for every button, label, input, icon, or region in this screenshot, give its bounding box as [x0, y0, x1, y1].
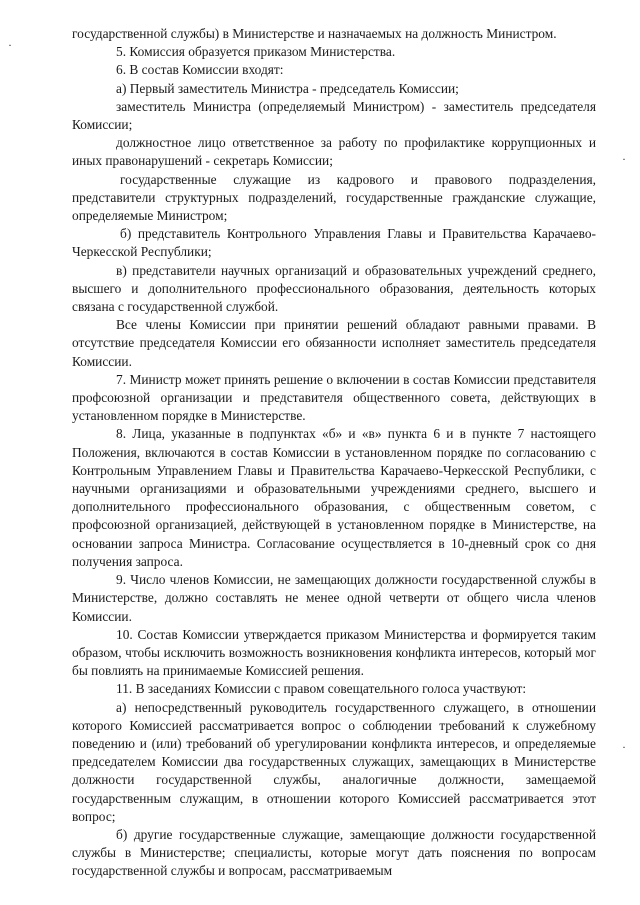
paragraph: б) представитель Контрольного Управления Главы и Правительства Карачаево-Черкесской Республики;	[72, 226, 596, 260]
paragraph: 11. В заседаниях Комиссии с правом совещательного голоса участвуют:	[116, 681, 527, 697]
paragraph: Все члены Комиссии при принятии решений обладают равными правами. В отсутствие председателя Комиссии его обязанности исполняет заместитель председателя Комиссии.	[72, 317, 596, 369]
paragraph: 6. В состав Комиссии входят:	[116, 62, 284, 78]
paragraph: государственные служащие из кадрового и правового подразделения, представители структурных подразделений, государственные гражданские служащие, определяемые Министром;	[72, 171, 596, 224]
paragraph: а) непосредственный руководитель государственного служащего, в отношении которого Комиссией рассматривается вопрос о соблюдении требований к служебному поведению и (или) требований об урегулировании конфликта интересов, и определяемые председателем Комиссии два государственных служащих, замещающих в Министерстве должности государственной службы, аналогичные должности, замещаемой государственным служащим, в отношении которого Комиссией рассматривается этот вопрос;	[72, 699, 596, 824]
document-page	[72, 25, 596, 881]
paragraph: 8. Лица, указанные в подпунктах «б» и «в» пункта 6 и в пункте 7 настоящего Положения, включаются в состав Комиссии в установленном порядке по согласованию с Контрольным Управлением Главы и Правительства Карачаево-Черкесской Республики, с научными организациями и образовательными учреждениями среднего, высшего и дополнительного профессионального образования, с общественным советом, с профсоюзной организацией, действующей в установленном порядке в Министерстве, на основании запроса Министра. Согласование осуществляется в 10-дневный срок со дня получения запроса.	[72, 426, 596, 569]
paragraph: государственной службы) в Министерстве и назначаемых на должность Министром.	[72, 26, 557, 41]
scan-mark: ·	[622, 740, 626, 754]
paragraph: а) Первый заместитель Министра - председатель Комиссии;	[116, 80, 459, 96]
paragraph: 10. Состав Комиссии утверждается приказом Министерства и формируется таким образом, чтобы исключить возможность возникновения конфликта интересов, который мог бы повлиять на принимаемые Комиссией решения.	[72, 626, 596, 679]
paragraph: 9. Число членов Комиссии, не замещающих должности государственной службы в Министерстве, должно составлять не менее одной четверти от общего числа членов Комиссии.	[72, 572, 596, 624]
paragraph: заместитель Министра (определяемый Министром) - заместитель председателя Комиссии;	[72, 98, 596, 133]
scan-mark: ·	[622, 152, 626, 166]
scan-mark: ·	[8, 38, 12, 52]
paragraph: 7. Министр может принять решение о включении в состав Комиссии представителя профсоюзной организации и представителя общественного совета, действующих в установленном порядке в Министерстве.	[72, 371, 596, 424]
paragraph: в) представители научных организаций и образовательных учреждений среднего, высшего и дополнительного профессионального образования, деятельность которых связана с государственной службой.	[72, 262, 596, 315]
paragraph: 5. Комиссия образуется приказом Министерства.	[116, 44, 396, 60]
paragraph: б) другие государственные служащие, замещающие должности государственной службы в Министерстве; специалисты, которые могут дать пояснения по вопросам государственной службы и вопросам, рассматриваемым	[72, 826, 596, 879]
paragraph: должностное лицо ответственное за работу по профилактике коррупционных и иных правонарушений - секретарь Комиссии;	[72, 135, 596, 169]
